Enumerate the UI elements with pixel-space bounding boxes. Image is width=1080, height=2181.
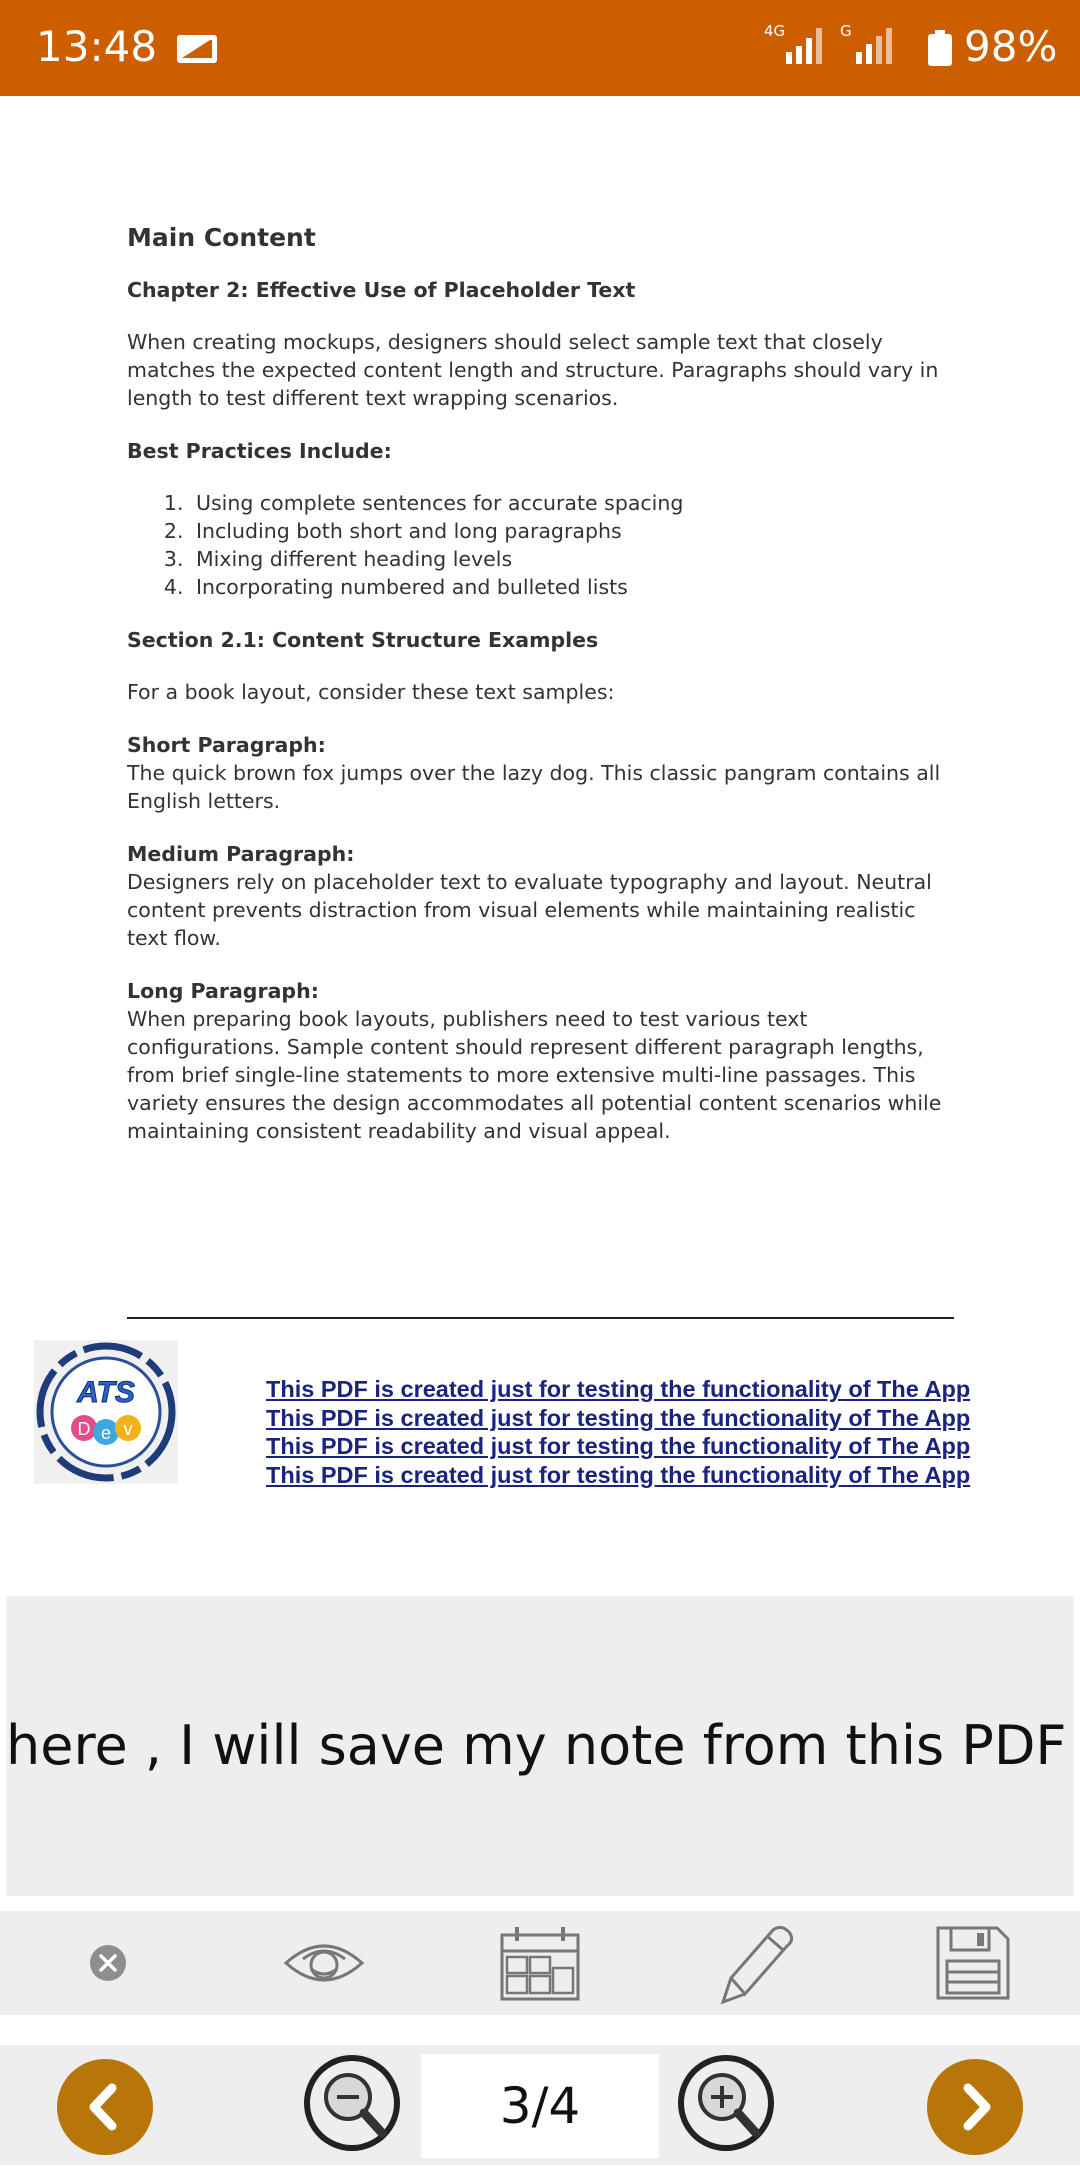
save-button[interactable] bbox=[924, 1911, 1022, 2015]
section-intro: For a book layout, consider these text samples: bbox=[127, 680, 615, 704]
network-type-label: 4G bbox=[764, 22, 786, 40]
eye-icon bbox=[283, 1933, 365, 1993]
section-heading: Section 2.1: Content Structure Examples bbox=[127, 628, 599, 652]
next-page-button[interactable] bbox=[927, 2059, 1023, 2155]
intro-paragraph: When creating mockups, designers should select sample text that closely matches the expected content length and structure. Paragraphs should vary in length to test different text wrapping scenarios. bbox=[127, 330, 939, 410]
close-button[interactable] bbox=[58, 1911, 158, 2015]
note-toolbar bbox=[0, 1911, 1080, 2015]
svg-text:e: e bbox=[100, 1423, 112, 1443]
note-text: here , I will save my note from this PDF bbox=[6, 1714, 1067, 1777]
calendar-icon bbox=[499, 1925, 581, 2001]
ats-dev-logo bbox=[34, 1340, 178, 1484]
chapter-heading: Chapter 2: Effective Use of Placeholder Text bbox=[127, 278, 636, 302]
list-item: 4. Incorporating numbered and bulleted lists bbox=[190, 573, 957, 601]
page-navigation-bar bbox=[0, 2045, 1080, 2165]
footer-line: This PDF is created just for testing the functionality of The App bbox=[266, 1461, 971, 1488]
page-indicator bbox=[421, 2054, 659, 2158]
chevron-right-icon bbox=[950, 2082, 1000, 2132]
chevron-left-icon bbox=[80, 2082, 130, 2132]
previous-page-button[interactable] bbox=[57, 2059, 153, 2155]
long-paragraph-text: When preparing book layouts, publishers need to test various text configurations. Sample content should represent different paragraph lengths, from brief single-line statements to more extensive multi-line passages. This variety ensures the design accommodates all potential content scenarios while maintaining consistent readability and visual appeal. bbox=[127, 1007, 942, 1143]
footer-line: This PDF is created just for testing the functionality of The App bbox=[266, 1433, 971, 1459]
list-item: 3. Mixing different heading levels bbox=[190, 545, 957, 573]
network-type-label-2: G bbox=[840, 22, 852, 40]
list-item: 2. Including both short and long paragraphs bbox=[190, 517, 957, 545]
status-time: 13:48 bbox=[36, 22, 158, 71]
save-icon bbox=[935, 1925, 1011, 2001]
pencil-icon bbox=[715, 1920, 801, 2006]
svg-text:D: D bbox=[77, 1419, 91, 1439]
battery-percent: 98% bbox=[964, 22, 1058, 71]
status-bar bbox=[0, 0, 1080, 96]
short-paragraph-block bbox=[127, 731, 957, 815]
footer-divider bbox=[127, 1317, 954, 1319]
long-paragraph-label: Long Paragraph: bbox=[127, 979, 319, 1003]
note-text-area[interactable] bbox=[6, 1596, 1074, 1896]
medium-paragraph-text: Designers rely on placeholder text to evaluate typography and layout. Neutral content prevents distraction from visual elements while maintaining realistic text flow. bbox=[127, 870, 932, 950]
list-item: 1. Using complete sentences for accurate spacing bbox=[190, 489, 957, 517]
signal-icon bbox=[764, 22, 904, 68]
svg-text:v: v bbox=[123, 1419, 133, 1439]
medium-paragraph-label: Medium Paragraph: bbox=[127, 842, 355, 866]
footer-text-lines bbox=[266, 1375, 1066, 1489]
short-paragraph-text: The quick brown fox jumps over the lazy dog. This classic pangram contains all English letters. bbox=[127, 761, 941, 813]
medium-paragraph-block bbox=[127, 840, 957, 952]
footer-line: This PDF is created just for testing the functionality of The App bbox=[266, 1376, 971, 1402]
zoom-in-button[interactable] bbox=[676, 2053, 780, 2157]
page-number: 3/4 bbox=[499, 2077, 581, 2135]
zoom-out-button[interactable] bbox=[302, 2053, 406, 2157]
pdf-page-content bbox=[127, 222, 957, 1170]
short-paragraph-label: Short Paragraph: bbox=[127, 733, 326, 757]
battery-icon bbox=[928, 30, 952, 66]
calendar-button[interactable] bbox=[492, 1911, 588, 2015]
best-practices-heading: Best Practices Include: bbox=[127, 439, 392, 463]
close-icon bbox=[88, 1943, 128, 1983]
edit-button[interactable] bbox=[708, 1911, 808, 2015]
long-paragraph-block bbox=[127, 977, 957, 1145]
main-heading: Main Content bbox=[127, 223, 316, 252]
preview-button[interactable] bbox=[272, 1911, 376, 2015]
svg-text:ATS: ATS bbox=[77, 1376, 135, 1409]
best-practices-list bbox=[127, 489, 957, 601]
message-icon bbox=[176, 34, 218, 64]
footer-line: This PDF is created just for testing the functionality of The App bbox=[266, 1404, 971, 1431]
